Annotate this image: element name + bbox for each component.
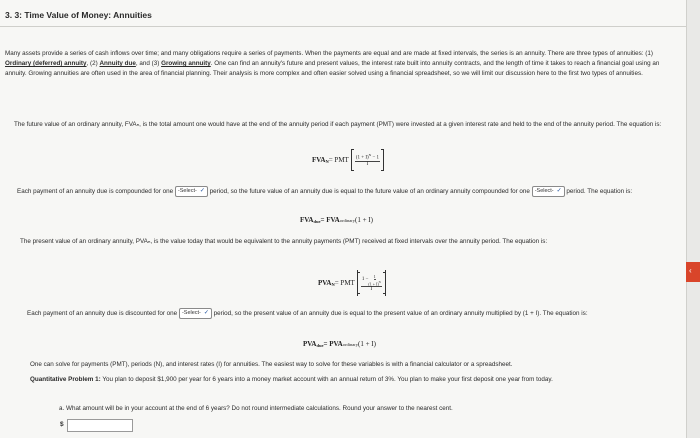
divider [0, 26, 686, 27]
eq1-lhs: FVA [312, 156, 326, 164]
eq2-mid: = FVA [320, 216, 340, 224]
eq2-sub2: ordinary [339, 217, 355, 223]
eq3-fraction [361, 274, 382, 292]
intro-text-4: . One can find an annuity's future and present values, the interest rate built into annuity contracts, and the length of time it takes to reach a financial goal using an annuity. Growing annuities are often used in the area of financial planning. Their analysis is more complex and often easier solved using a financial spreadsheet, so we will limit our discussion here to the first two types of annuities. [5, 60, 660, 78]
problem-label: Quantitative Problem 1: [30, 376, 101, 383]
chevron-down-icon: ✓ [556, 188, 562, 194]
chevron-down-icon: ✓ [199, 188, 205, 194]
term-ordinary-annuity: Ordinary (deferred) annuity [5, 60, 87, 68]
select-label: -Select- [534, 188, 554, 194]
intro-paragraph [5, 49, 680, 80]
eq4-mid: = PVA [323, 340, 343, 348]
eq4-sub2: ordinary [342, 341, 358, 347]
eq3-nested-fraction [368, 274, 380, 286]
eq1-num-tail: − 1 [371, 155, 380, 161]
problem-text: You plan to deposit $1,900 per year for 6 years into a money market account with an annual return of 3%. You plan to make your first deposit one year from today. [100, 376, 553, 383]
pva-paragraph: The present value of an ordinary annuity, PVAₙ, is the value today that would be equivalent to the annuity payments (PMT) received at fixed intervals over the annuity period. The equation is: [20, 238, 548, 245]
eq3-bracket [357, 270, 386, 296]
fva-due-paragraph [17, 186, 679, 197]
page-title: 3. 3: Time Value of Money: Annuities [5, 10, 152, 20]
currency-symbol: $ [60, 421, 64, 428]
eq2-sub: due [313, 219, 321, 224]
eq1-bracket [351, 150, 384, 170]
eq3-lhs: PVA [318, 279, 332, 287]
pva-due-equation [303, 340, 376, 348]
term-growing-annuity: Growing annuity [161, 60, 211, 68]
eq1-num: (1 + I) [355, 155, 369, 161]
intro-text-2: , (2) [86, 60, 100, 68]
eq3-num-a: 1 − [361, 277, 369, 283]
eq4-lhs: PVA [303, 340, 317, 348]
solve-paragraph: One can solve for payments (PMT), periods (N), and interest rates (I) for annuities. The easiest way to solve for these variables is with a financial calculator or a spreadsheet. [30, 361, 513, 368]
pva-due-paragraph [27, 308, 679, 319]
term-annuity-due: Annuity due [99, 60, 136, 68]
side-panel-tab[interactable] [686, 262, 700, 282]
eq3-dexp: N [378, 279, 381, 284]
eq1-sub: N [325, 159, 329, 164]
eq2-lhs: FVA [300, 216, 314, 224]
fva-due-equation [300, 216, 373, 224]
discount-period-select[interactable] [179, 308, 212, 319]
fva-equation [312, 150, 384, 170]
p5-text-b: period, so the present value of an annuity due is equal to the present value of an ordinary annuity multiplied by (1 + I). The equation is: [213, 310, 588, 318]
compound-period-select-1[interactable] [175, 186, 208, 197]
answer-input[interactable] [67, 419, 133, 432]
compound-period-select-2[interactable] [532, 186, 565, 197]
eq1-den: I [366, 161, 369, 167]
eq1-fraction [355, 153, 380, 167]
eq3-n1: 1 [373, 273, 376, 279]
p3-text-b: period, so the future value of an annuity due is equal to the future value of an ordinary annuity compounded for one [209, 188, 530, 196]
quantitative-problem [30, 375, 670, 385]
intro-text-1: Many assets provide a series of cash inflows over time; and many obligations require a series of payments. When the payments are equal and are made at fixed intervals, the series is an annuity. There are three types of annuities: (1) [5, 50, 653, 57]
eq3-mid: = PMT [334, 279, 355, 287]
eq3-den: I [370, 287, 373, 293]
p5-text-a: Each payment of an annuity due is discounted for one [27, 310, 178, 318]
eq1-exp: N [368, 153, 372, 158]
eq1-mid: = PMT [328, 156, 349, 164]
chevron-left-icon: ‹ [689, 266, 692, 275]
eq3-sub: N [331, 282, 335, 287]
p3-text-c: period. The equation is: [566, 188, 633, 196]
select-label: -Select- [177, 188, 197, 194]
eq4-sub: due [316, 343, 324, 348]
chevron-down-icon: ✓ [203, 310, 209, 316]
question-a: a. What amount will be in your account at the end of 6 years? Do not round intermediate calculations. Round your answer to the nearest cent. [59, 405, 453, 412]
pva-equation [318, 270, 386, 296]
eq2-tail: (1 + I) [354, 216, 373, 224]
intro-text-3: , and (3) [135, 60, 162, 68]
fva-paragraph: The future value of an ordinary annuity, FVAₙ, is the total amount one would have at the end of the annuity period if each payment (PMT) were invested at a given interest rate and held to the end of the annuity period. The equation is: [14, 121, 662, 128]
eq4-tail: (1 + I) [357, 340, 376, 348]
p3-text-a: Each payment of an annuity due is compounded for one [17, 188, 174, 196]
eq3-d1: (1 + I) [368, 281, 379, 287]
select-label: -Select- [181, 310, 201, 316]
